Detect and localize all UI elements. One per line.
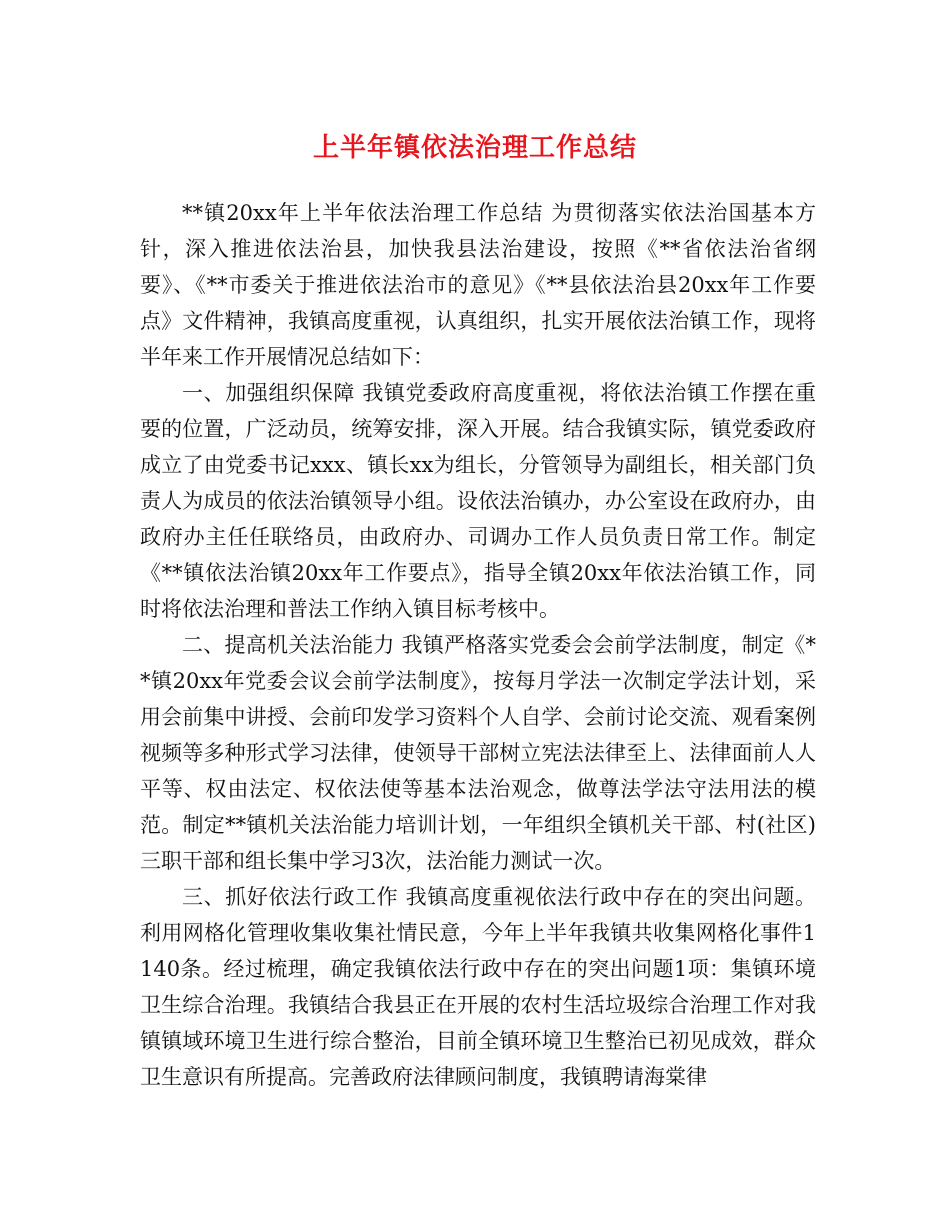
paragraph-legal-capacity: 二、提高机关法治能力 我镇严格落实党委会会前学法制度，制定《**镇20xx年党委会议会前学法制度》，按每月学法一次制定学法计划，采用会前集中讲授、会前印发学习资料个人自学、会前讨论交流、观看案例视频等多种形式学习法律，使领导干部树立宪法法律至上、法律面前人人平等、权由法定、权依法使等基本法治观念，做尊法学法守法用法的模范。制定**镇机关法治能力培训计划，一年组织全镇机关干部、村(社区)三职干部和组长集中学习3次，法治能力测试一次。 [140, 633, 816, 873]
paragraph-intro: **镇20xx年上半年依法治理工作总结 为贯彻落实依法治国基本方针，深入推进依法治县，加快我县法治建设，按照《**省依法治省纲要》、《**市委关于推进依法治市的意见》《**县依法治县20xx年工作要点》文件精神，我镇高度重视，认真组织，扎实开展依法治镇工作，现将半年来工作开展情况总结如下： [140, 201, 816, 369]
document-title: 上半年镇依法治理工作总结 [312, 133, 637, 163]
document-body [140, 195, 816, 1095]
paragraph-organization: 一、加强组织保障 我镇党委政府高度重视，将依法治镇工作摆在重要的位置，广泛动员，统筹安排，深入开展。结合我镇实际，镇党委政府成立了由党委书记xxx、镇长xx为组长，分管领导为副组长，相关部门负责人为成员的依法治镇领导小组。设依法治镇办，办公室设在政府办，由政府办主任任联络员，由政府办、司调办工作人员负责日常工作。制定《**镇依法治镇20xx年工作要点》，指导全镇20xx年依法治镇工作，同时将依法治理和普法工作纳入镇目标考核中。 [140, 381, 816, 621]
paragraph-administration: 三、抓好依法行政工作 我镇高度重视依法行政中存在的突出问题。利用网格化管理收集收集社情民意，今年上半年我镇共收集网格化事件1140条。经过梳理，确定我镇依法行政中存在的突出问题1项：集镇环境卫生综合治理。我镇结合我县正在开展的农村生活垃圾综合治理工作对我镇镇域环境卫生进行综合整治，目前全镇环境卫生整治已初见成效，群众卫生意识有所提高。完善政府法律顾问制度，我镇聘请海棠律 [140, 885, 816, 1089]
